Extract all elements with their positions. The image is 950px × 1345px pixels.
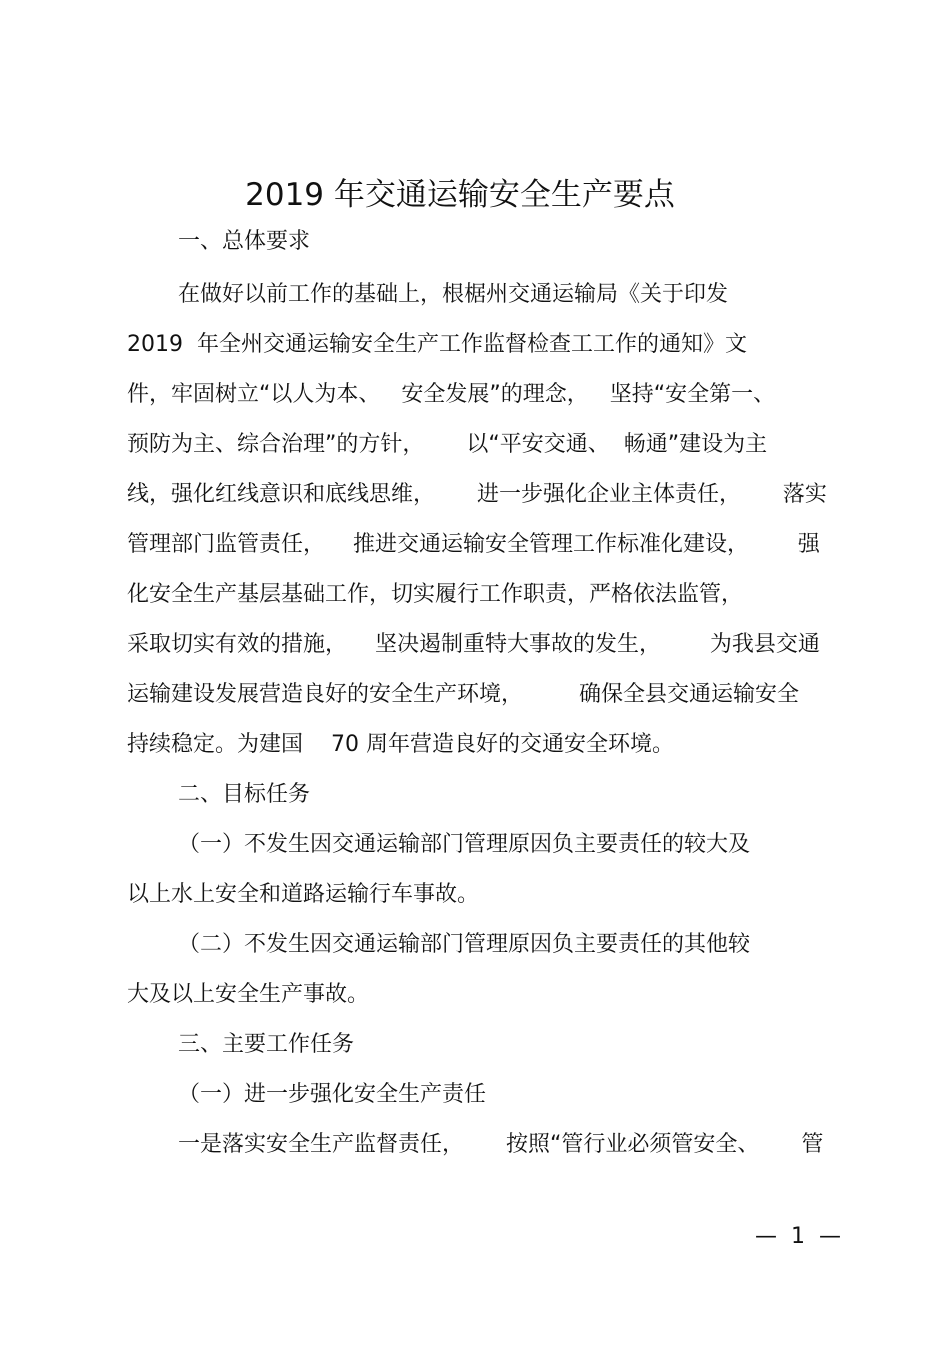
document-title: 2019 年交通运输安全生产要点 bbox=[245, 177, 675, 213]
paragraph-line: 在做好以前工作的基础上，根椐州交通运输局《关于印发 bbox=[178, 282, 729, 307]
paragraph-line: （一）不发生因交通运输部门管理原因负主要责任的较大及 bbox=[178, 832, 751, 857]
paragraph-line: 以上水上安全和道路运输行车事故。 bbox=[127, 882, 480, 907]
paragraph-line: 2019 年全州交通运输安全生产工作监督检查工工作的通知》文 bbox=[127, 332, 747, 357]
paragraph-line: 预防为主、综合治理”的方针， 以“平安交通、 畅通”建设为主 bbox=[127, 432, 768, 457]
subsection-heading: （一）进一步强化安全生产责任 bbox=[178, 1082, 487, 1107]
paragraph-line: 运输建设发展营造良好的安全生产环境， 确保全县交通运输安全 bbox=[127, 682, 799, 707]
paragraph-line: 管理部门监管责任， 推进交通运输安全管理工作标准化建设， 强 bbox=[127, 532, 820, 557]
paragraph-line: 线，强化红线意识和底线思维， 进一步强化企业主体责任， 落实 bbox=[127, 482, 827, 507]
page-number: — 1 — bbox=[755, 1224, 841, 1249]
paragraph-line: 采取切实有效的措施， 坚决遏制重特大事故的发生， 为我县交通 bbox=[127, 632, 820, 657]
section-heading-2: 二、目标任务 bbox=[178, 782, 311, 807]
section-heading-1: 一、总体要求 bbox=[178, 229, 311, 254]
paragraph-line: 持续稳定。为建国 70 周年营造良好的交通安全环境。 bbox=[127, 732, 674, 757]
paragraph-line: 件，牢固树立“以人为本、 安全发展”的理念， 坚持“安全第一、 bbox=[127, 382, 776, 407]
section-heading-3: 三、主要工作任务 bbox=[178, 1032, 355, 1057]
paragraph-line: 一是落实安全生产监督责任， 按照“管行业必须管安全、 管 bbox=[178, 1132, 824, 1157]
paragraph-line: 大及以上安全生产事故。 bbox=[127, 982, 370, 1007]
paragraph-line: （二）不发生因交通运输部门管理原因负主要责任的其他较 bbox=[178, 932, 751, 957]
paragraph-line: 化安全生产基层基础工作，切实履行工作职责，严格依法监管， bbox=[127, 582, 744, 607]
